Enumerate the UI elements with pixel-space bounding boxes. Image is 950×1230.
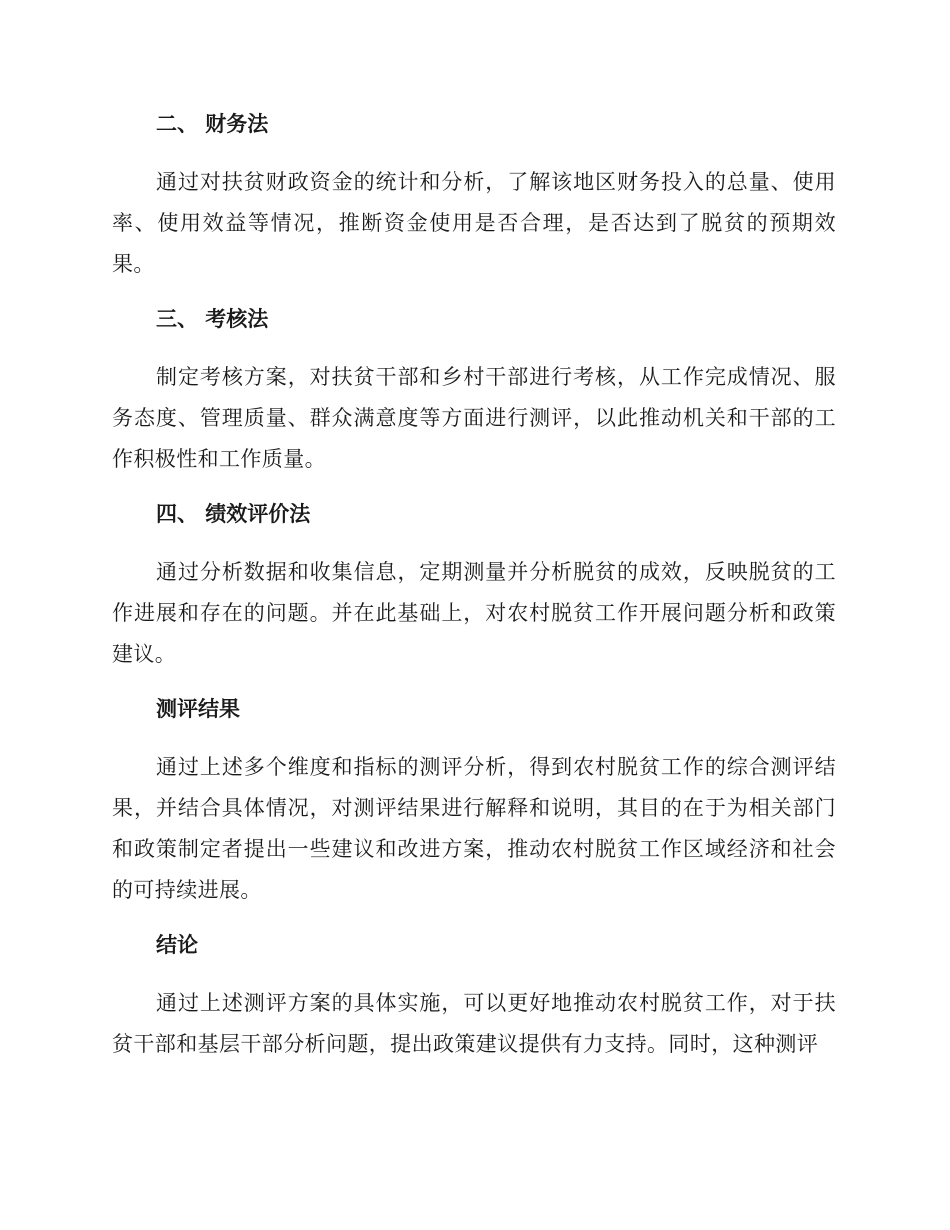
section-heading-conclusion: 结论 xyxy=(156,933,198,957)
section-heading-performance: 四、 绩效评价法 xyxy=(156,502,311,526)
section-paragraph-assessment: 制定考核方案，对扶贫干部和乡村干部进行考核，从工作完成情况、服务态度、管理质量、群众满意度等方面进行测评，以此推动机关和干部的工作积极性和工作质量。 xyxy=(112,365,836,471)
section-heading-finance: 二、 财务法 xyxy=(156,112,269,136)
section-heading-assessment: 三、 考核法 xyxy=(156,307,269,331)
section-paragraph-performance: 通过分析数据和收集信息，定期测量并分析脱贫的成效，反映脱贫的工作进展和存在的问题。并在此基础上，对农村脱贫工作开展问题分析和政策建议。 xyxy=(112,560,836,666)
section-paragraph-finance: 通过对扶贫财政资金的统计和分析，了解该地区财务投入的总量、使用率、使用效益等情况，推断资金使用是否合理，是否达到了脱贫的预期效果。 xyxy=(112,170,836,276)
section-heading-results: 测评结果 xyxy=(156,697,240,721)
document-body xyxy=(112,104,836,1079)
section-paragraph-conclusion: 通过上述测评方案的具体实施，可以更好地推动农村脱贫工作，对于扶贫干部和基层干部分析问题，提出政策建议提供有力支持。同时，这种测评 xyxy=(112,991,836,1056)
section-paragraph-results: 通过上述多个维度和指标的测评分析，得到农村脱贫工作的综合测评结果，并结合具体情况，对测评结果进行解释和说明，其目的在于为相关部门和政策制定者提出一些建议和改进方案，推动农村脱贫工作区域经济和社会的可持续进展。 xyxy=(112,755,836,902)
